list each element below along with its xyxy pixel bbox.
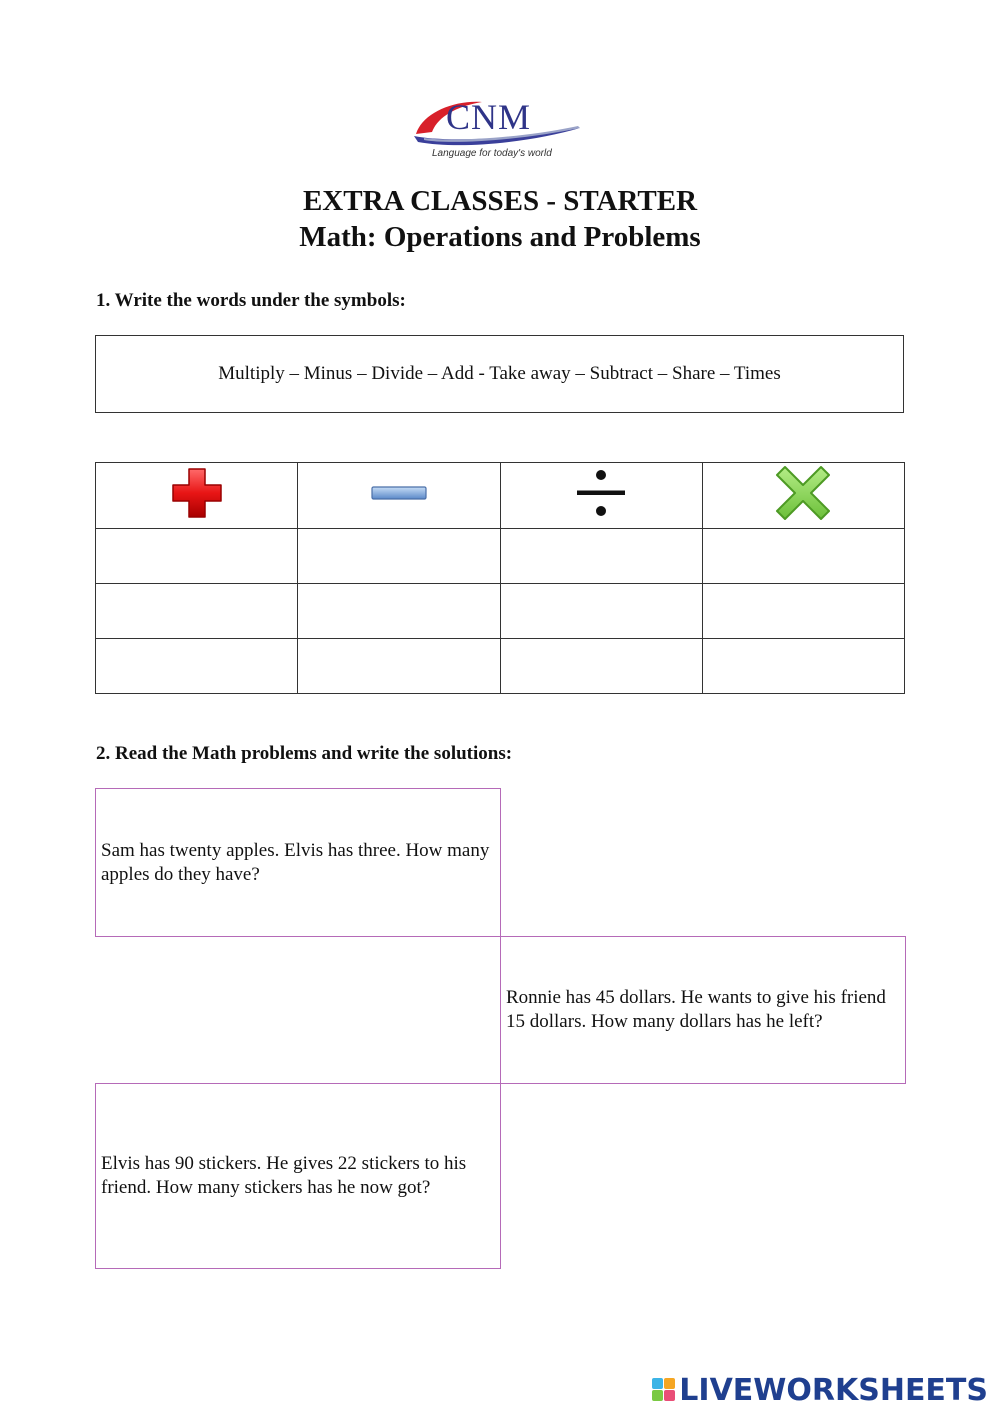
problem-box-3 bbox=[95, 1083, 501, 1269]
page-subtitle: Math: Operations and Problems bbox=[299, 221, 701, 253]
problem-box-1 bbox=[95, 788, 501, 937]
answer-cell[interactable] bbox=[298, 584, 500, 639]
exercise2-heading: 2. Read the Math problems and write the solutions: bbox=[96, 743, 513, 764]
problem-text-2: Ronnie has 45 dollars. He wants to give his friend 15 dollars. How many dollars has he left? bbox=[506, 987, 886, 1032]
problem-text-3: Elvis has 90 stickers. He gives 22 stickers to his friend. How many stickers has he now got? bbox=[101, 1153, 467, 1198]
answer-cell[interactable] bbox=[702, 639, 904, 694]
divide-icon bbox=[574, 466, 628, 520]
word-bank bbox=[95, 335, 904, 413]
answer-cell[interactable] bbox=[96, 639, 298, 694]
exercise1-heading: 1. Write the words under the symbols: bbox=[96, 290, 406, 311]
page-title: EXTRA CLASSES - STARTER bbox=[302, 185, 698, 217]
problem-box-2 bbox=[500, 936, 906, 1084]
answer-row bbox=[96, 639, 905, 694]
answer-cell[interactable] bbox=[702, 529, 904, 584]
liveworksheets-logo bbox=[651, 1372, 988, 1408]
answer-cell[interactable] bbox=[298, 529, 500, 584]
multiply-icon bbox=[775, 465, 831, 521]
answer-cell[interactable] bbox=[96, 529, 298, 584]
answer-cell[interactable] bbox=[500, 584, 702, 639]
logo-brand-text: CNM bbox=[446, 97, 532, 137]
liveworksheets-brand: LIVEWORKSHEETS bbox=[679, 1372, 988, 1408]
answer-cell[interactable] bbox=[702, 584, 904, 639]
answer-cell[interactable] bbox=[500, 529, 702, 584]
answer-cell[interactable] bbox=[298, 639, 500, 694]
logo-tagline: Language for today's world bbox=[432, 148, 552, 159]
liveworksheets-icon bbox=[651, 1376, 677, 1404]
minus-icon bbox=[369, 483, 429, 503]
symbol-cell-divide bbox=[500, 463, 702, 529]
answer-row bbox=[96, 529, 905, 584]
cnm-logo bbox=[412, 92, 588, 164]
symbols-table bbox=[95, 462, 905, 694]
symbol-cell-multiply bbox=[702, 463, 904, 529]
word-bank-text: Multiply – Minus – Divide – Add - Take away – Subtract – Share – Times bbox=[218, 363, 781, 384]
answer-row bbox=[96, 584, 905, 639]
symbol-cell-minus bbox=[298, 463, 500, 529]
answer-cell[interactable] bbox=[500, 639, 702, 694]
plus-icon bbox=[169, 466, 225, 520]
problem-text-1: Sam has twenty apples. Elvis has three. How many apples do they have? bbox=[101, 839, 490, 885]
symbol-cell-plus bbox=[96, 463, 298, 529]
answer-cell[interactable] bbox=[96, 584, 298, 639]
symbols-header-row bbox=[96, 463, 905, 529]
